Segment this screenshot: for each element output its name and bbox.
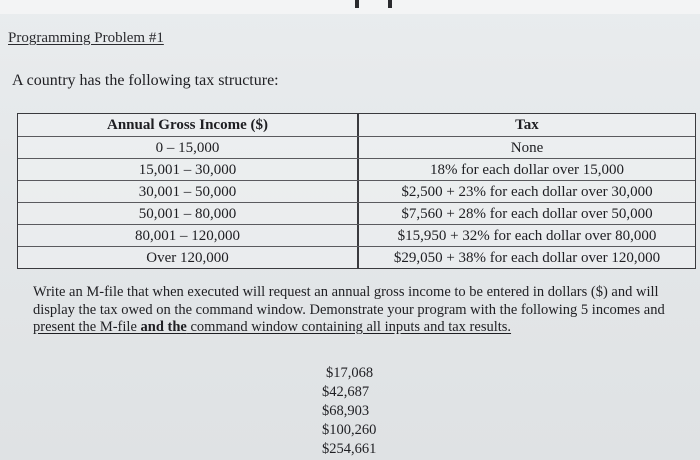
instructions-underlined-text: command window containing all inputs and tax results. bbox=[186, 319, 512, 335]
tax-cell: $2,500 + 23% for each dollar over 30,000 bbox=[401, 184, 653, 200]
income-value: $100,260 bbox=[322, 422, 377, 438]
table-row bbox=[18, 158, 695, 181]
tax-cell: None bbox=[510, 140, 544, 156]
income-value: $42,687 bbox=[322, 384, 370, 400]
tax-table bbox=[17, 113, 696, 269]
tax-cell: $15,950 + 32% for each dollar over 80,000 bbox=[397, 228, 657, 244]
income-cell: 80,001 – 120,000 bbox=[135, 228, 240, 244]
income-header: Annual Gross Income ($) bbox=[107, 117, 268, 133]
income-cell: 50,001 – 80,000 bbox=[138, 206, 237, 222]
tax-cell: $29,050 + 38% for each dollar over 120,000 bbox=[393, 250, 661, 266]
tax-cell: $7,560 + 28% for each dollar over 50,000 bbox=[401, 206, 653, 222]
top-mark bbox=[388, 0, 392, 8]
problem-heading: Programming Problem #1 bbox=[8, 30, 164, 46]
table-row bbox=[18, 136, 695, 159]
instructions-underlined-text: present the M-file bbox=[33, 319, 141, 335]
table-row bbox=[18, 202, 695, 225]
income-value: $254,661 bbox=[322, 441, 377, 457]
income-value: $68,903 bbox=[322, 403, 370, 419]
income-cell: 15,001 – 30,000 bbox=[138, 162, 237, 178]
intro-text: A country has the following tax structure: bbox=[12, 72, 279, 89]
instructions-bold-text: and the bbox=[140, 319, 187, 335]
table-row bbox=[18, 224, 695, 247]
instructions-paragraph bbox=[33, 284, 683, 337]
income-cell: 0 – 15,000 bbox=[155, 140, 220, 156]
table-row bbox=[18, 246, 695, 269]
income-cell: Over 120,000 bbox=[146, 250, 229, 266]
top-strip bbox=[0, 0, 700, 14]
table-header-row bbox=[18, 114, 695, 136]
tax-cell: 18% for each dollar over 15,000 bbox=[429, 162, 625, 178]
income-list bbox=[322, 364, 392, 459]
income-value: $17,068 bbox=[326, 365, 374, 381]
top-mark bbox=[355, 0, 359, 8]
instructions-text: Write an M-file that when executed will request an annual gross income to be entered in dollars ($) and will display the tax owed on the command window. Demonstrate your program with the following 5 incomes and bbox=[33, 284, 665, 318]
income-cell: 30,001 – 50,000 bbox=[138, 184, 237, 200]
tax-header: Tax bbox=[515, 117, 539, 133]
table-row bbox=[18, 180, 695, 203]
